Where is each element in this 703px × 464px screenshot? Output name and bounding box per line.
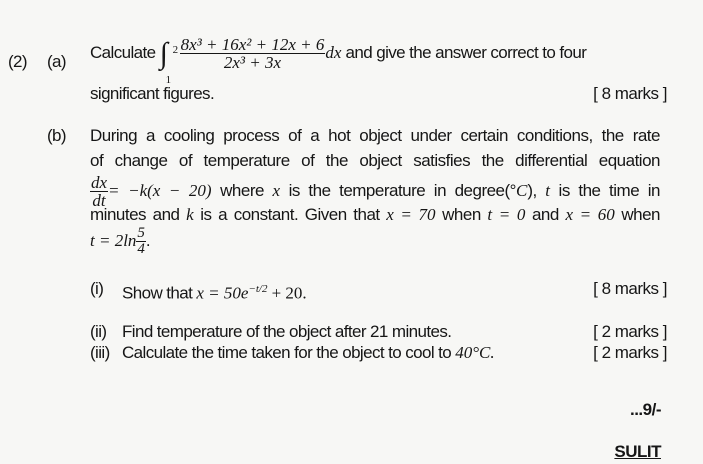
- integrand-numerator: 8x³ + 16x² + 12x + 6: [180, 35, 325, 54]
- text: when: [621, 205, 660, 224]
- five-quarters-fraction: [136, 226, 146, 257]
- ode-equation: = −k(x − 20): [108, 181, 212, 200]
- part-a-line2: significant figures.: [90, 84, 215, 103]
- exponent: −t/2: [248, 283, 268, 295]
- time-equation: t = 2ln: [90, 231, 137, 250]
- calculate-text: Calculate: [90, 42, 156, 62]
- part-a-text-after: and give the answer correct to four: [345, 42, 587, 62]
- sub-i-marks: [ 8 marks ]: [593, 279, 667, 298]
- integral-upper-limit: 2: [172, 43, 178, 56]
- text: Calculate the time taken for the object to cool to: [122, 343, 452, 362]
- continued-marker: ...9/-: [629, 400, 661, 419]
- classification-label: SULIT: [614, 442, 661, 461]
- condition-x70: x = 70: [386, 205, 436, 224]
- solution-equation: x = 50e: [196, 283, 249, 303]
- text: is the time in: [558, 181, 660, 200]
- sub-ii-marks: [ 2 marks ]: [593, 322, 667, 341]
- sub-ii-text: Find temperature of the object after 21 minutes.: [122, 322, 452, 341]
- text: when: [442, 205, 481, 224]
- equation-end: + 20.: [271, 283, 307, 303]
- text: is the temperature in degree(°: [288, 181, 516, 200]
- sub-iii-marks: [ 2 marks ]: [593, 343, 667, 362]
- var-k: k: [186, 205, 194, 224]
- text: ),: [527, 181, 537, 200]
- condition-x60: x = 60: [565, 205, 615, 224]
- differential: dx: [325, 42, 342, 62]
- sub-i-label: (i): [90, 279, 104, 298]
- dxdt-numerator: dx: [91, 173, 108, 193]
- integrand-denominator: 2x³ + 3x: [223, 53, 282, 72]
- integrand-fraction: [180, 36, 326, 71]
- var-x: x: [272, 181, 281, 200]
- part-b-label: (b): [47, 126, 66, 145]
- fraction-numerator: 5: [137, 225, 145, 242]
- dxdt-fraction: [90, 174, 108, 209]
- text: minutes and: [90, 205, 180, 224]
- integral-sign: ∫ 2 1: [160, 44, 180, 64]
- fraction-denominator: 4: [137, 241, 145, 258]
- integral-lower-limit: 1: [165, 73, 171, 86]
- condition-t0: t = 0: [487, 205, 526, 224]
- var-t: t: [545, 181, 550, 200]
- unit-c: C: [515, 181, 528, 200]
- part-a-marks: [ 8 marks ]: [593, 84, 667, 103]
- part-b-line4: [90, 205, 660, 225]
- period: .: [145, 231, 151, 250]
- text: and: [531, 205, 559, 224]
- part-b-line1: During a cooling process of a hot object under certain conditions, the rate: [90, 126, 660, 145]
- text: Show that: [122, 283, 193, 303]
- part-b-line5: [90, 224, 150, 258]
- sub-ii-label: (ii): [90, 322, 107, 341]
- target-temperature: 40°C.: [455, 343, 495, 362]
- sub-iii-label: (iii): [90, 343, 110, 362]
- question-number: (2): [8, 52, 27, 71]
- text: is a constant. Given that: [200, 205, 380, 224]
- part-a-line1: [90, 35, 587, 86]
- part-a-label: (a): [47, 52, 66, 71]
- text: where: [220, 181, 264, 200]
- sub-iii-text: [122, 343, 495, 363]
- sub-i-text: [122, 279, 307, 304]
- part-b-line2: of change of temperature of the object satisfies the differential equation: [90, 151, 660, 170]
- dxdt-denominator: dt: [92, 191, 106, 211]
